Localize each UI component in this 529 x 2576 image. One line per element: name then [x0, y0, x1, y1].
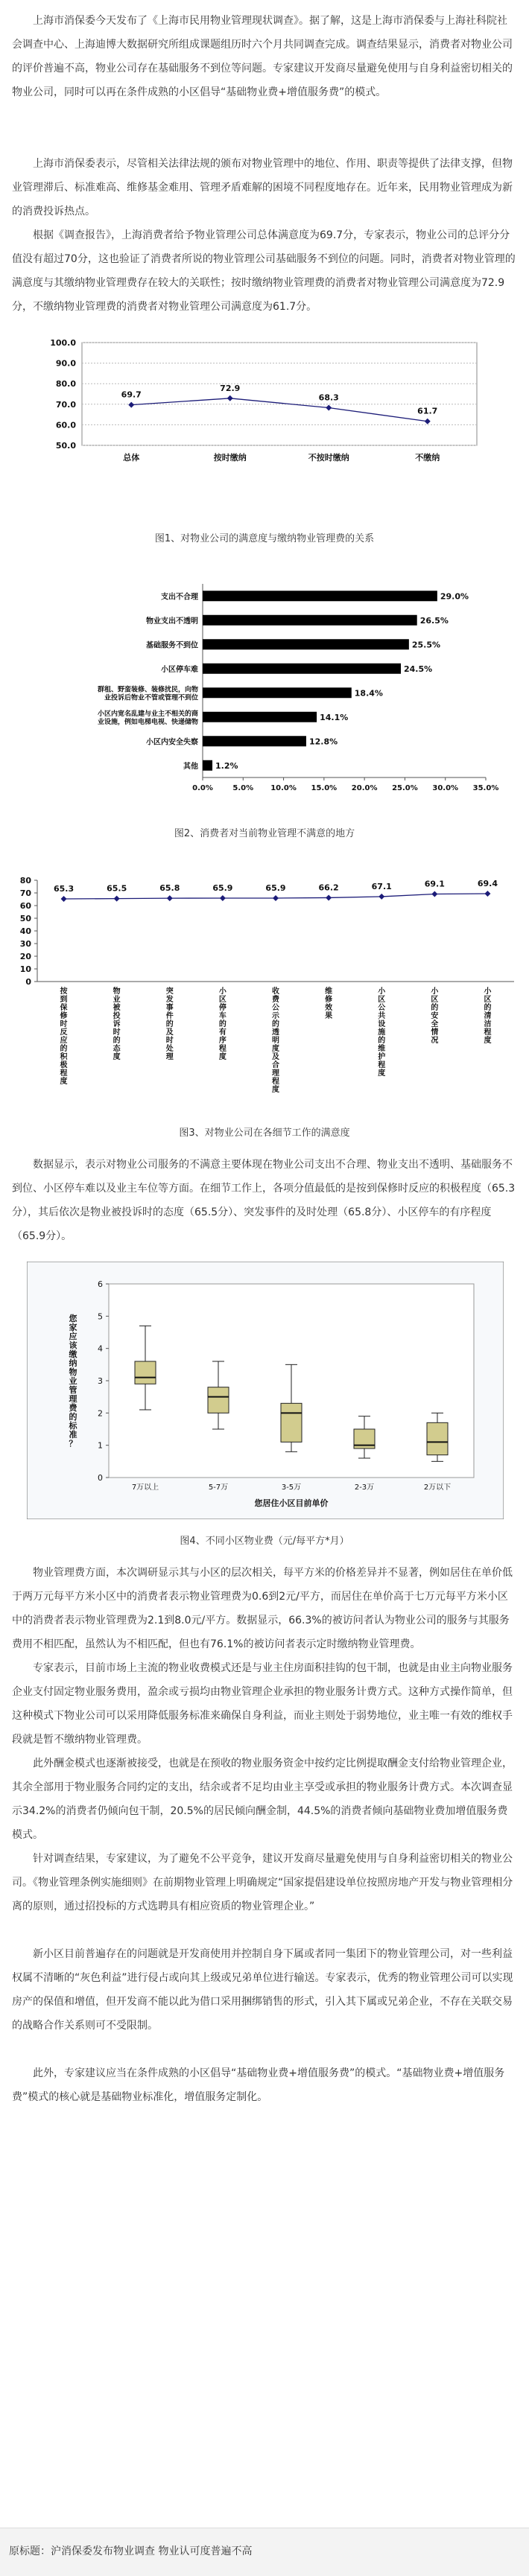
- box: [135, 1361, 156, 1384]
- y-tick-label: 90.0: [55, 358, 76, 369]
- paragraph-remuneration: 此外酬金模式也逐渐被接受，也就是在预收的物业服务资金中按约定比例提取酬金支付给物业管理企业，其余全部用于物业服务合同约定的支出，结余或者不足均由业主享受或承担的物业服务计费方式。本次调查显示34.2%的消费者仍倾向包干制，20.5%的居民倾向酬金制，44.5%的消费者倾向基础物业费加增值服务费模式。: [12, 1758, 513, 1841]
- y-tick-label: 40: [19, 926, 31, 936]
- x-tick-label: 小区的清洁程度: [484, 988, 492, 1045]
- original-title: 原标题：沪消保委发布物业调查 物业认可度普遍不高: [9, 2545, 253, 2557]
- x-tick-label: 15.0%: [311, 784, 338, 792]
- bar: [203, 736, 306, 746]
- y-tick-label: 1: [98, 1440, 103, 1451]
- data-label: 61.7: [417, 406, 438, 416]
- chart-fee-boxplot: [27, 1262, 504, 1519]
- y-tick-label: 60.0: [55, 420, 76, 430]
- y-tick-label: 70.0: [55, 399, 76, 410]
- data-label: 69.1: [424, 879, 445, 889]
- data-point: [326, 894, 332, 900]
- y-tick-label: 5: [98, 1311, 103, 1322]
- bar-value-label: 12.8%: [308, 737, 338, 747]
- data-point: [220, 895, 226, 901]
- chart-satisfaction-by-payment: [30, 326, 507, 505]
- bar: [203, 591, 437, 601]
- data-point: [484, 891, 490, 897]
- figure-caption-2: 图2、消费者对当前物业管理不满意的地方: [174, 828, 355, 839]
- chart-detail-satisfaction: [7, 871, 522, 1110]
- y-axis-label: 您家应该缴纳物业管理费的标准？: [69, 1314, 77, 1448]
- bar: [203, 687, 352, 698]
- category-label: 小区内安全失察: [146, 738, 198, 747]
- y-tick-label: 100.0: [50, 338, 76, 348]
- bar: [203, 664, 401, 674]
- chart-dissatisfaction-reasons: [30, 576, 507, 807]
- data-point: [273, 895, 279, 901]
- category-label: 小区停车难: [161, 665, 198, 674]
- data-point: [61, 896, 67, 902]
- x-tick-label: 不按时缴纳: [308, 453, 349, 462]
- x-tick-label: 物业被投诉时的态度: [113, 988, 121, 1061]
- bar: [203, 760, 212, 771]
- data-label: 66.2: [318, 882, 339, 893]
- figure-caption-4: 图4、不同小区物业费（元/每平方*月）: [180, 1536, 349, 1547]
- data-label: 72.9: [220, 383, 241, 393]
- data-label: 69.7: [121, 389, 142, 400]
- category-label: 物业支出不透明: [146, 617, 198, 626]
- x-tick-label: 总体: [123, 453, 140, 462]
- x-tick-label: 10.0%: [270, 784, 297, 792]
- y-tick-label: 6: [98, 1279, 103, 1289]
- x-tick-label: 小区停车的有序程度: [218, 988, 227, 1061]
- data-label: 69.4: [477, 879, 498, 889]
- category-label: 小区内宽名乱建与业主不相关的商业设施，例如电梯电视、快递储物: [97, 710, 198, 726]
- bar-value-label: 24.5%: [404, 664, 433, 674]
- category-label: 群租、野蛮装修、装修扰民，向物业投诉后物业不管或管理不到位: [97, 686, 198, 702]
- x-tick-label: 7万以上: [131, 1483, 159, 1492]
- bar-value-label: 26.5%: [419, 615, 449, 626]
- x-tick-label: 20.0%: [351, 784, 378, 792]
- x-tick-label: 0.0%: [192, 784, 213, 792]
- data-label: 65.9: [265, 882, 286, 893]
- x-tick-label: 维修效果: [325, 988, 333, 1020]
- data-label: 67.1: [371, 881, 392, 891]
- x-tick-label: 2-3万: [354, 1483, 375, 1492]
- y-tick-label: 70: [19, 888, 31, 898]
- x-tick-label: 按时缴纳: [213, 453, 247, 462]
- x-tick-label: 5-7万: [208, 1483, 229, 1492]
- box: [281, 1403, 302, 1442]
- x-tick-label: 突发事件的及时处理: [165, 988, 174, 1061]
- data-label: 65.3: [53, 883, 75, 894]
- y-tick-label: 30: [19, 939, 31, 949]
- paragraph-recommendation: 针对调查结果，专家建议，为了避免不公平竞争，建议开发商尽量避免使用与自身利益密切相关的物业公司。《物业管理条例实施细则》在前期物业管理上明确规定“国家提倡建设单位按照房地产开发与物业管理相分离的原则，通过招投标的方式选聘具有相应资质的物业管理企业。”: [12, 1853, 513, 1912]
- y-tick-label: 50.0: [55, 441, 76, 451]
- x-tick-label: 30.0%: [432, 784, 459, 792]
- x-axis-label: 您居住小区目前单价: [254, 1498, 329, 1508]
- category-label: 支出不合理: [161, 593, 198, 602]
- box: [208, 1387, 229, 1413]
- data-point: [167, 895, 173, 901]
- paragraph-details: 数据显示，表示对物业公司服务的不满意主要体现在物业公司支出不合理、物业支出不透明、基础服务不到位、小区停车难以及业主车位等方面。在细节工作上，各项分值最低的是按到保修时反应的积极程度（65.3分），其后依次是物业被投诉时的态度（65.5分）、突发事件的及时处理（65.8分）、小区停车的有序程度（65.9分）。: [12, 1159, 516, 1242]
- data-label: 65.9: [212, 882, 233, 893]
- x-tick-label: 不缴纳: [415, 453, 440, 462]
- paragraph-background: 上海市消保委表示，尽管相关法律法规的颁布对物业管理中的地位、作用、职责等提供了法律支撑，但物业管理滞后、标准难高、维修基金难用、管理矛盾难解的困境不同程度地存在。近年来，民用物业管理成为新的消费投诉热点。: [12, 158, 513, 217]
- data-label: 68.3: [318, 392, 339, 403]
- paragraph-model-suggestion: 此外，专家建议应当在条件成熟的小区倡导“基础物业费+增值服务费”的模式。“基础物业费+增值服务费”模式的核心就是基础物业标准化，增值服务定制化。: [12, 2067, 505, 2103]
- category-label: 其他: [183, 762, 198, 771]
- x-tick-label: 25.0%: [392, 784, 418, 792]
- y-tick-label: 60: [19, 901, 31, 911]
- figure-caption-3: 图3、对物业公司在各细节工作的满意度: [179, 1128, 350, 1139]
- paragraph-intro: 上海市消保委今天发布了《上海市民用物业管理现状调查》。据了解，这是上海市消保委与上海社科院社会调查中心、上海迪博大数据研究所组成课题组历时六个月共同调查完成。调查结果显示，消费者对物业公司的评价普遍不高，物业公司存在基础服务不到位等问题。专家建议开发商尽量避免使用与自身利益密切相关的物业公司，同时可以再在条件成熟的小区倡导“基础物业费+增值服务费”的模式。: [12, 15, 513, 98]
- source-footer: [0, 2528, 529, 2576]
- data-label: 65.5: [107, 883, 127, 894]
- x-tick-label: 按到保修时反应的积极程度: [60, 988, 68, 1086]
- x-tick-label: 收费公示的透明度及合理程度: [272, 988, 279, 1094]
- bar-value-label: 25.5%: [411, 640, 441, 650]
- y-tick-label: 50: [19, 914, 31, 923]
- data-point: [114, 896, 120, 902]
- data-point: [378, 894, 384, 900]
- bar: [203, 615, 417, 626]
- bar-value-label: 1.2%: [215, 760, 238, 771]
- box: [427, 1422, 448, 1454]
- bar-value-label: 29.0%: [440, 591, 469, 602]
- x-tick-label: 小区公共设施的维护程度: [378, 988, 386, 1078]
- data-label: 65.8: [159, 883, 180, 894]
- paragraph-charging-model: 专家表示，目前市场上主流的物业收费模式还是与业主住房面积挂钩的包干制，也就是由业主向物业服务企业支付固定物业服务费用，盈余或亏损均由物业管理企业承担的物业服务计费方式。这种方式操作简单，但这种模式下物业公司可以采用降低服务标准来确保自身利益，而业主则处于弱势地位，业主唯一有效的维权手段就是暂不缴纳物业管理费。: [12, 1662, 513, 1746]
- bar: [203, 712, 317, 722]
- y-tick-label: 80: [19, 876, 31, 885]
- paragraph-satisfaction: 根据《调查报告》，上海消费者给予物业管理公司总体满意度为69.7分，专家表示，物业公司的总评分分值没有超过70分，这也验证了消费者所说的物业管理公司基础服务不到位的问题。同时，消费者对物业管理的满意度与其缴纳物业管理费存在较大的关联性；按时缴纳物业管理费的消费者对物业管理公司满意度为72.9分，不缴纳物业管理费的消费者对物业管理公司满意度为61.7分。: [12, 229, 516, 313]
- y-tick-label: 2: [98, 1408, 103, 1419]
- y-tick-label: 80.0: [55, 379, 76, 389]
- x-tick-label: 2万以下: [423, 1483, 452, 1492]
- category-label: 基础服务不到位: [146, 641, 198, 650]
- y-tick-label: 10: [19, 964, 31, 974]
- y-tick-label: 0: [98, 1473, 103, 1483]
- y-tick-label: 4: [98, 1343, 103, 1354]
- bar-value-label: 14.1%: [320, 712, 349, 722]
- bar: [203, 639, 409, 649]
- y-tick-label: 3: [98, 1376, 103, 1386]
- x-tick-label: 35.0%: [472, 784, 499, 792]
- y-tick-label: 20: [19, 952, 31, 961]
- data-point: [431, 891, 437, 897]
- paragraph-developer-issue: 新小区目前普遍存在的问题就是开发商使用并控制自身下属或者同一集团下的物业管理公司，对一些利益权属不清晰的“灰色利益”进行侵占或向其上级或兄弟单位进行输送。专家表示，优秀的物业管理公司可以实现房产的保值和增值，但开发商不能以此为借口采用捆绑销售的形式，引入其下属或兄弟企业，不存在关联交易的战略合作关系则可不受限制。: [12, 1948, 513, 2032]
- x-tick-label: 5.0%: [232, 784, 254, 792]
- y-tick-label: 0: [25, 977, 31, 987]
- paragraph-fees: 物业管理费方面，本次调研显示其与小区的层次相关，每平方米的价格差异并不显著，例如居住在单价低于两万元每平方米小区中的消费者表示物业管理费为0.6到2元/平方，而居住在单价高于七万元每平方米小区中的消费者表示物业管理费为2.1到8.0元/平方。数据显示，66.3%的被访问者认为物业公司的服务与其服务费用不相匹配，虽然认为不相匹配，但也有76.1%的被访问者表示定时缴纳物业管理费。: [12, 1567, 513, 1650]
- x-tick-label: 3-5万: [281, 1483, 302, 1492]
- x-tick-label: 小区的安全情况: [431, 988, 439, 1045]
- bar-value-label: 18.4%: [354, 688, 383, 699]
- figure-caption-1: 图1、对物业公司的满意度与缴纳物业管理费的关系: [154, 533, 375, 544]
